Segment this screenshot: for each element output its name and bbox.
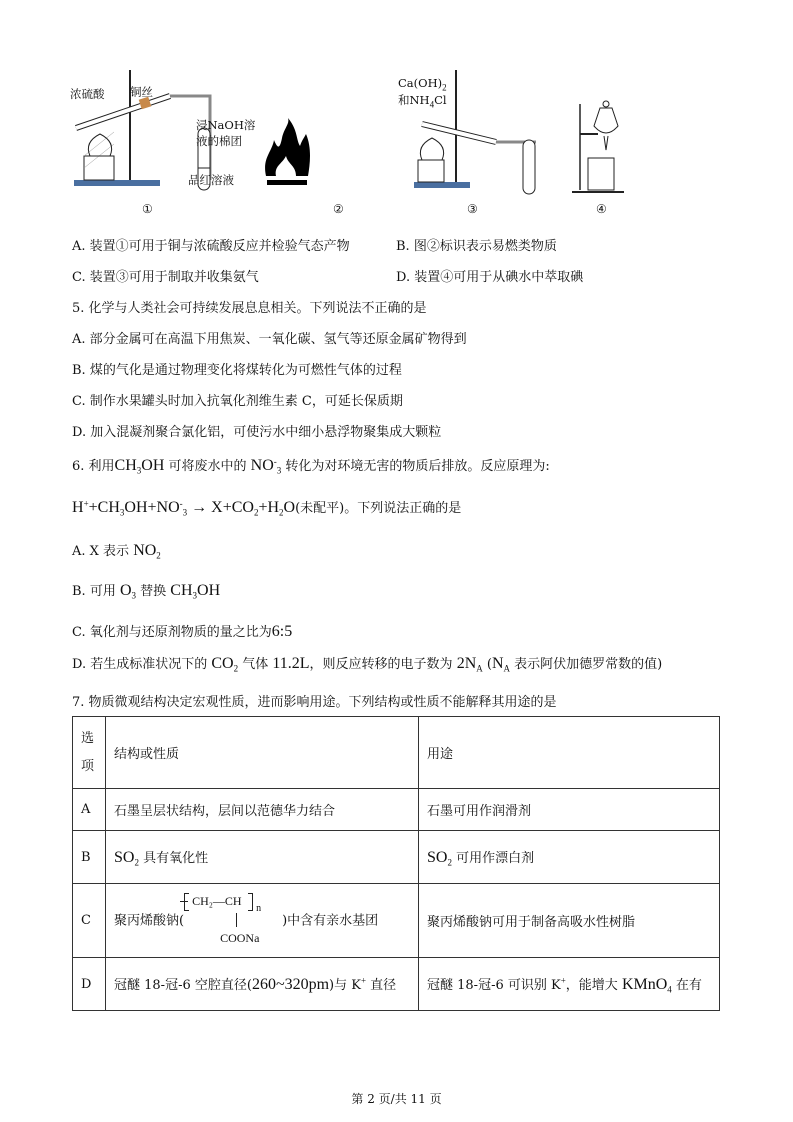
text-segment: 气体 <box>238 657 273 672</box>
q5-option-c: C. 制作水果罐头时加入抗氧化剂维生素 C，可延长保质期 <box>72 394 403 409</box>
row-option: B <box>73 831 106 884</box>
text-segment: 260~320pm <box>251 976 330 993</box>
text-segment: NO <box>133 542 157 559</box>
q6-option-b <box>72 580 220 601</box>
text-segment: ，则反应转移的电子数为 <box>309 657 457 672</box>
text-segment: 3 <box>276 465 282 476</box>
header-option-1: 选 <box>81 730 95 746</box>
text-segment: 可用作漂白剂 <box>451 850 535 866</box>
text-segment: OH <box>197 582 221 599</box>
label-naoh-1: 浸NaOH溶 <box>196 118 256 132</box>
text-segment: B. 可用 <box>72 584 120 599</box>
text-segment: - <box>179 498 183 509</box>
table-header-row <box>73 717 720 789</box>
text-segment: 2 <box>253 507 259 518</box>
row-structure <box>106 831 419 884</box>
text-segment: 可将废水中的 <box>164 459 251 474</box>
header-option-2: 项 <box>81 758 95 774</box>
text-segment: 冠醚 18-冠-6 空腔直径( <box>114 978 252 993</box>
text-segment: 3 <box>192 590 198 601</box>
text-segment: 3 <box>131 590 137 601</box>
q7-stem: 7. 物质微观结构决定宏观性质，进而影响用途。下列结构或性质不能解释其用途的是 <box>72 695 557 710</box>
text-segment: 4 <box>429 99 435 110</box>
q5-stem: 5. 化学与人类社会可持续发展息息相关。下列说法不正确的是 <box>72 301 427 316</box>
text-segment: 表示阿伏加德罗常数的值) <box>510 657 663 672</box>
q5-option-d: D. 加入混凝剂聚合氯化铝，可使污水中细小悬浮物聚集成大颗粒 <box>72 425 442 440</box>
label-calcium-hydroxide <box>398 76 447 92</box>
text-segment: +H <box>258 499 280 516</box>
text-segment: Ca(OH) <box>398 76 443 90</box>
label-conc-sulfuric-acid: 浓硫酸 <box>70 87 105 101</box>
text-segment: C. 氧化剂与还原剂物质的量之比为 <box>72 625 272 640</box>
text-segment: 2 <box>233 663 239 674</box>
text-segment: 11.2L <box>272 655 310 672</box>
text-segment: A. X 表示 <box>72 544 134 559</box>
text-segment: 2 <box>156 550 161 561</box>
text-segment: 石墨呈层状结构，层间以范德华力结合 <box>114 804 336 819</box>
table-row <box>73 958 720 1011</box>
text-segment: 聚丙烯酸钠可用于制备高吸水性树脂 <box>427 915 636 930</box>
text-segment: N <box>491 655 504 672</box>
text-segment: - <box>273 456 277 467</box>
text-segment: CO <box>211 655 234 672</box>
text-segment: 2 <box>442 82 447 93</box>
q5-option-a: A. 部分金属可在高温下用焦炭、一氧化碳、氢气等还原金属矿物得到 <box>72 332 467 347</box>
q7-table <box>72 716 720 1011</box>
text-segment: NO <box>250 457 274 474</box>
text-segment: SO <box>427 848 448 866</box>
row-use <box>419 789 720 831</box>
text-segment: 3 <box>136 465 142 476</box>
text-segment: )与 K <box>329 978 361 993</box>
text-segment: (未配平)。下列说法正确的是 <box>295 501 462 516</box>
test-tube-inverted <box>520 138 540 198</box>
flammable-symbol-icon <box>262 118 312 188</box>
q4-option-a: A. 装置①可用于铜与浓硫酸反应并检验气态产物 <box>72 239 350 254</box>
q6-option-a <box>72 540 161 561</box>
page-footer: 第 2 页/共 11 页 <box>351 1092 442 1106</box>
polymer-n: n <box>256 902 262 914</box>
row-option: D <box>73 958 106 1011</box>
text-segment: 石墨可用作润滑剂 <box>427 804 532 819</box>
text-segment: 和NH <box>398 93 430 107</box>
text-segment: O <box>119 582 132 599</box>
text-segment: OH+NO <box>124 499 180 516</box>
q4-option-d: D. 装置④可用于从碘水中萃取碘 <box>396 270 584 285</box>
separatory-funnel-diagram <box>568 100 628 198</box>
text-segment: 在有 <box>671 977 702 993</box>
row-structure <box>106 884 419 958</box>
figure-number-4: ④ <box>596 202 607 216</box>
figure-number-3: ③ <box>467 202 478 216</box>
figure-number-1: ① <box>142 202 153 216</box>
text-segment: 2N <box>456 655 477 672</box>
q4-option-b: B. 图②标识表示易燃类物质 <box>396 239 557 254</box>
row-use <box>419 831 720 884</box>
polymer-backbone: CH₂—CH <box>192 893 242 908</box>
text-segment: → X+CO <box>187 499 254 516</box>
text-segment: + <box>360 975 367 986</box>
label-magenta-solution: 品红溶液 <box>188 173 234 187</box>
label-ammonium-chloride <box>398 92 447 109</box>
q6-equation <box>72 497 461 518</box>
text-segment: + <box>83 498 89 509</box>
polymer-formula <box>184 891 282 951</box>
text-segment: 2 <box>134 857 139 868</box>
q4-option-c: C. 装置③可用于制取并收集氨气 <box>72 270 259 285</box>
text-segment: 转化为对环境无害的物质后排放。反应原理为: <box>281 459 550 474</box>
row-structure <box>106 958 419 1011</box>
label-naoh-2: 液的棉团 <box>196 134 242 148</box>
text-segment: A <box>503 663 511 674</box>
text-segment: KMnO <box>621 975 668 993</box>
text-segment: 3 <box>119 507 125 518</box>
text-segment: 直径 <box>366 978 397 993</box>
q5-option-b: B. 煤的气化是通过物理变化将煤转化为可燃性气体的过程 <box>72 363 402 378</box>
row-option: C <box>73 884 106 958</box>
text-segment: 3 <box>182 507 188 518</box>
header-use: 用途 <box>419 717 720 789</box>
row-option: A <box>73 789 106 831</box>
header-structure: 结构或性质 <box>106 717 419 789</box>
row-use <box>419 958 720 1011</box>
text-segment: 6:5 <box>271 623 293 640</box>
row-structure <box>106 789 419 831</box>
text-segment: 2 <box>279 507 284 518</box>
text-segment: OH <box>141 457 165 474</box>
structure-prefix: 聚丙烯酸钠( <box>114 913 185 928</box>
text-segment: 冠醚 18-冠-6 可识别 K <box>427 977 561 993</box>
text-segment: 2 <box>447 857 452 868</box>
text-segment: CH <box>114 457 137 474</box>
text-segment: 具有氧化性 <box>138 850 209 866</box>
table-row <box>73 789 720 831</box>
text-segment: ，能增大 <box>565 977 622 993</box>
text-segment: A <box>476 663 483 674</box>
text-segment: + <box>560 975 566 986</box>
q6-option-d <box>72 653 662 674</box>
text-segment: O <box>283 499 296 516</box>
q6-option-c <box>72 621 292 641</box>
text-segment: 替换 <box>136 584 171 599</box>
polymer-side-group: COONa <box>220 930 260 945</box>
row-use <box>419 884 720 958</box>
structure-suffix: )中含有亲水基团 <box>282 913 379 928</box>
text-segment: H <box>72 499 84 516</box>
text-segment: Cl <box>434 93 447 107</box>
label-copper-wire: 铜丝 <box>130 85 153 99</box>
figure-number-2: ② <box>333 202 344 216</box>
table-row <box>73 884 720 958</box>
text-segment: 4 <box>667 984 672 995</box>
text-segment: +CH <box>88 499 120 516</box>
text-segment: CH <box>170 582 193 599</box>
text-segment: ( <box>482 657 492 672</box>
table-row <box>73 831 720 884</box>
text-segment: 6. 利用 <box>72 459 115 474</box>
q6-stem <box>72 455 550 476</box>
text-segment: SO <box>114 848 135 866</box>
text-segment: D. 若生成标准状况下的 <box>72 657 212 672</box>
